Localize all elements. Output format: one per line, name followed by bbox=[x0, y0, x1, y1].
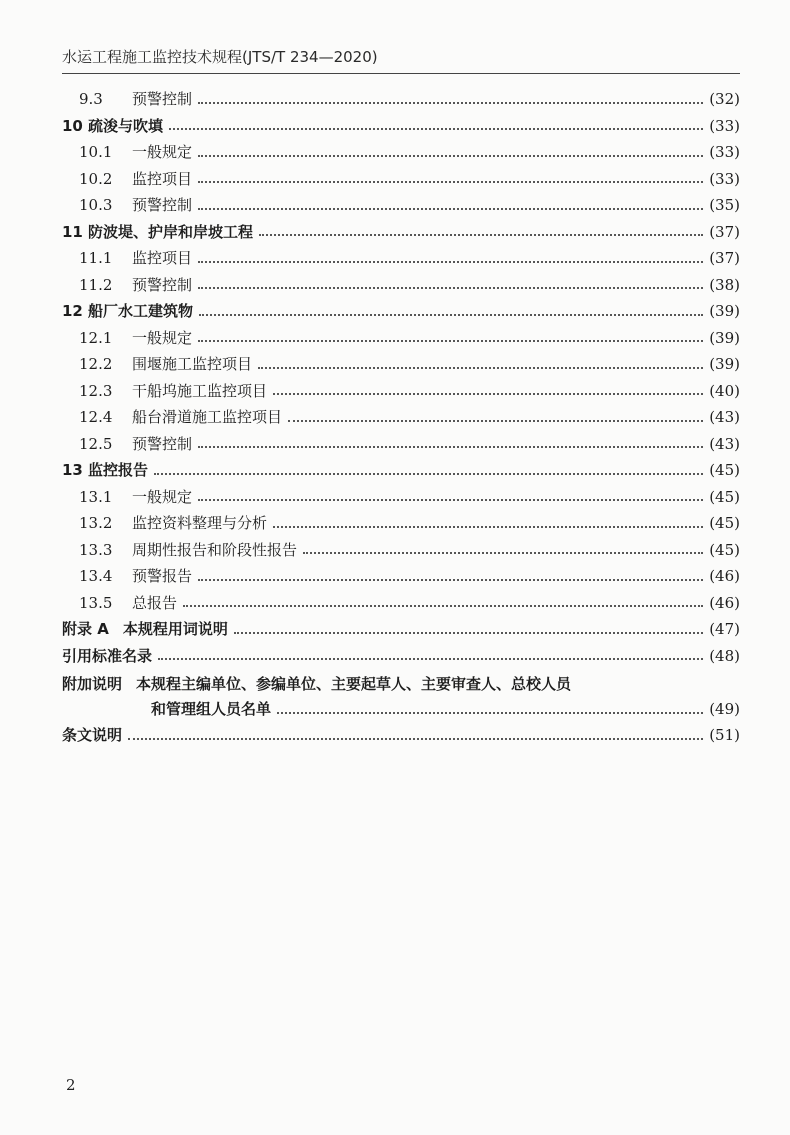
toc-entry-page: (45) bbox=[709, 461, 740, 480]
toc-entry-number: 12.4 bbox=[79, 408, 113, 427]
toc-entry[interactable] bbox=[62, 272, 740, 299]
page-number: 2 bbox=[66, 1076, 76, 1094]
toc-entry-title-continued: 和管理组人员名单 bbox=[151, 700, 272, 718]
toc-entry-page: (33) bbox=[709, 169, 740, 188]
dot-leader bbox=[234, 631, 703, 634]
toc-entry-number: 13 bbox=[62, 461, 83, 480]
dot-leader bbox=[198, 101, 703, 104]
toc-entry-additional-notes[interactable] bbox=[62, 669, 740, 722]
toc-entry-page: (39) bbox=[709, 302, 740, 321]
toc-entry-title: 干船坞施工监控项目 bbox=[132, 381, 268, 400]
toc-entry-article-notes[interactable] bbox=[62, 722, 740, 749]
toc-entry-page: (46) bbox=[709, 567, 740, 586]
dot-leader bbox=[158, 657, 703, 660]
toc-entry-title: 船厂水工建筑物 bbox=[88, 302, 194, 321]
toc-entry-page: (46) bbox=[709, 593, 740, 612]
toc-entry-title: 预警控制 bbox=[132, 275, 193, 294]
toc-entry-title: 总报告 bbox=[132, 593, 178, 612]
toc-entry-title: 一般规定 bbox=[132, 487, 193, 506]
toc-entry[interactable] bbox=[62, 298, 740, 325]
toc-entry-number: 12 bbox=[62, 302, 83, 321]
table-of-contents bbox=[62, 86, 740, 749]
toc-entry[interactable] bbox=[62, 351, 740, 378]
toc-entry-page: (33) bbox=[709, 143, 740, 162]
toc-entry-number: 10 bbox=[62, 116, 83, 135]
toc-entry[interactable] bbox=[62, 616, 740, 643]
toc-entry-title: 监控项目 bbox=[132, 249, 193, 268]
toc-entry-title: 预警报告 bbox=[132, 567, 193, 586]
dot-leader bbox=[277, 711, 703, 714]
dot-leader bbox=[198, 260, 703, 263]
toc-entry-number: 11 bbox=[62, 222, 83, 241]
toc-entry-number: 12.5 bbox=[79, 434, 113, 453]
toc-entry[interactable] bbox=[62, 192, 740, 219]
toc-entry[interactable] bbox=[62, 113, 740, 140]
toc-entry-title: 防波堤、护岸和岸坡工程 bbox=[88, 222, 254, 241]
toc-entry-page: (43) bbox=[709, 434, 740, 453]
toc-entry-number: 11.1 bbox=[79, 249, 113, 268]
toc-entry[interactable] bbox=[62, 431, 740, 458]
toc-entry-page: (39) bbox=[709, 355, 740, 374]
toc-entry-number: 13.3 bbox=[79, 540, 113, 559]
toc-entry[interactable] bbox=[62, 537, 740, 564]
toc-entry-title: 预警控制 bbox=[132, 434, 193, 453]
toc-entry-page: (37) bbox=[709, 222, 740, 241]
toc-entry[interactable] bbox=[62, 590, 740, 617]
dot-leader bbox=[198, 578, 703, 581]
dot-leader bbox=[183, 604, 703, 607]
dot-leader bbox=[199, 313, 703, 316]
toc-entry-title: 围堰施工监控项目 bbox=[132, 355, 253, 374]
toc-entry-page: (38) bbox=[709, 275, 740, 294]
toc-entry-page: (45) bbox=[709, 514, 740, 533]
toc-entry-number: 13.5 bbox=[79, 593, 113, 612]
toc-entry-number: 附录 A bbox=[62, 620, 109, 639]
toc-entry-title: 本规程主编单位、参编单位、主要起草人、主要审查人、总校人员 bbox=[136, 675, 572, 693]
toc-entry-page: (33) bbox=[709, 116, 740, 135]
toc-entry-title: 周期性报告和阶段性报告 bbox=[132, 540, 298, 559]
dot-leader bbox=[169, 127, 703, 130]
toc-entry[interactable] bbox=[62, 166, 740, 193]
toc-entry-number: 12.1 bbox=[79, 328, 113, 347]
toc-entry-number: 13.1 bbox=[79, 487, 113, 506]
toc-entry-title: 船台滑道施工监控项目 bbox=[132, 408, 283, 427]
toc-entry-title: 预警控制 bbox=[132, 196, 193, 215]
toc-entry-page: (35) bbox=[709, 196, 740, 215]
dot-leader bbox=[273, 392, 703, 395]
running-header: 水运工程施工监控技术规程(JTS/T 234—2020) bbox=[62, 48, 378, 66]
toc-entry[interactable] bbox=[62, 139, 740, 166]
dot-leader bbox=[198, 445, 703, 448]
toc-entry-title: 监控报告 bbox=[88, 461, 149, 480]
toc-entry-page: (43) bbox=[709, 408, 740, 427]
toc-entry-number: 10.1 bbox=[79, 143, 113, 162]
dot-leader bbox=[198, 154, 703, 157]
toc-entry[interactable] bbox=[62, 219, 740, 246]
toc-entry-title: 疏浚与吹填 bbox=[88, 116, 164, 135]
toc-entry-number: 13.4 bbox=[79, 567, 113, 586]
toc-entry[interactable] bbox=[62, 404, 740, 431]
toc-entry-page: (48) bbox=[709, 646, 740, 665]
toc-entry-page: (51) bbox=[709, 726, 740, 745]
toc-entry-number: 13.2 bbox=[79, 514, 113, 533]
toc-entry-title: 条文说明 bbox=[62, 726, 123, 745]
toc-entry-number: 10.3 bbox=[79, 196, 113, 215]
toc-entry-page: (32) bbox=[709, 90, 740, 109]
toc-entry-page: (39) bbox=[709, 328, 740, 347]
toc-entry-page: (45) bbox=[709, 540, 740, 559]
toc-entry[interactable] bbox=[62, 245, 740, 272]
dot-leader bbox=[198, 286, 703, 289]
toc-entry-title: 一般规定 bbox=[132, 328, 193, 347]
dot-leader bbox=[288, 419, 703, 422]
toc-entry[interactable] bbox=[62, 563, 740, 590]
dot-leader bbox=[273, 525, 703, 528]
toc-entry-title: 本规程用词说明 bbox=[122, 620, 228, 639]
dot-leader bbox=[198, 339, 703, 342]
toc-entry-title: 一般规定 bbox=[132, 143, 193, 162]
dot-leader bbox=[303, 551, 703, 554]
toc-entry-title: 预警控制 bbox=[132, 90, 193, 109]
toc-entry-page: (40) bbox=[709, 381, 740, 400]
toc-entry-page: (49) bbox=[709, 700, 740, 718]
toc-entry[interactable] bbox=[62, 325, 740, 352]
dot-leader bbox=[154, 472, 703, 475]
toc-entry-label: 附加说明 bbox=[62, 675, 123, 693]
toc-entry-number: 12.2 bbox=[79, 355, 113, 374]
toc-entry-number: 10.2 bbox=[79, 169, 113, 188]
dot-leader bbox=[198, 180, 703, 183]
toc-entry-title: 监控资料整理与分析 bbox=[132, 514, 268, 533]
toc-entry-title: 监控项目 bbox=[132, 169, 193, 188]
toc-entry-number: 9.3 bbox=[79, 90, 103, 109]
toc-entry-title: 引用标准名录 bbox=[62, 646, 153, 665]
dot-leader bbox=[258, 366, 703, 369]
header-divider bbox=[62, 73, 740, 74]
toc-entry-page: (37) bbox=[709, 249, 740, 268]
toc-entry-number: 12.3 bbox=[79, 381, 113, 400]
dot-leader bbox=[198, 498, 703, 501]
toc-entry[interactable] bbox=[62, 643, 740, 670]
toc-entry-page: (45) bbox=[709, 487, 740, 506]
toc-entry[interactable] bbox=[62, 86, 740, 113]
toc-entry[interactable] bbox=[62, 484, 740, 511]
toc-entry[interactable] bbox=[62, 457, 740, 484]
toc-entry[interactable] bbox=[62, 510, 740, 537]
dot-leader bbox=[128, 737, 703, 740]
toc-entry-number: 11.2 bbox=[79, 275, 113, 294]
toc-entry[interactable] bbox=[62, 378, 740, 405]
toc-entry-page: (47) bbox=[709, 620, 740, 639]
dot-leader bbox=[259, 233, 703, 236]
dot-leader bbox=[198, 207, 703, 210]
